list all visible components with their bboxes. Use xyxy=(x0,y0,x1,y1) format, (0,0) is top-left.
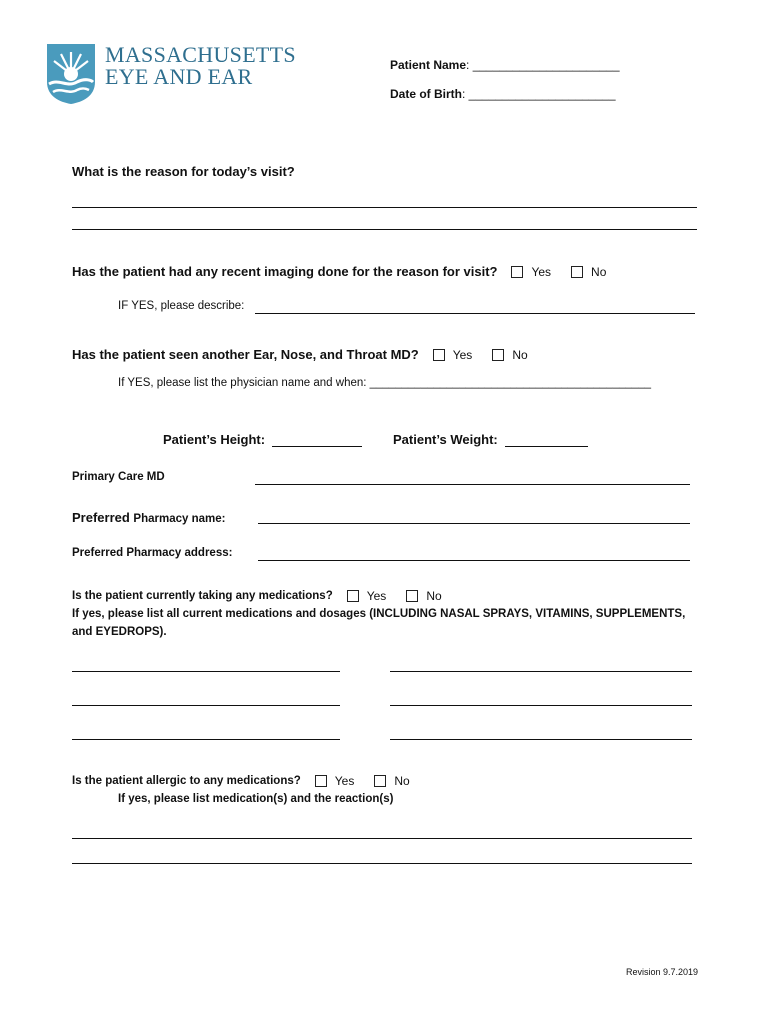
ent-no-label: No xyxy=(512,347,528,362)
patient-name-field[interactable] xyxy=(390,58,620,72)
height-line[interactable] xyxy=(272,446,362,447)
checkbox-icon xyxy=(374,775,386,787)
medication-line-3a[interactable] xyxy=(72,739,340,740)
logo-wordmark xyxy=(105,44,296,88)
pharmacy-name-label-a: Preferred xyxy=(72,510,134,525)
hospital-logo xyxy=(47,44,297,106)
allergy-line-2[interactable] xyxy=(72,863,692,864)
revision-label: Revision 9.7.2019 xyxy=(626,967,699,977)
medication-line-3b[interactable] xyxy=(390,739,692,740)
medications-yes-checkbox[interactable] xyxy=(347,589,387,603)
imaging-yes-checkbox[interactable] xyxy=(511,265,551,279)
logo-line-2: EYE AND EAR xyxy=(105,64,253,89)
patient-name-blank: : ______________________ xyxy=(466,58,620,72)
ent-yes-label: Yes xyxy=(452,347,473,362)
visit-reason-question: What is the reason for today’s visit? xyxy=(72,164,295,179)
primary-care-line[interactable] xyxy=(255,484,690,485)
date-of-birth-field[interactable] xyxy=(390,87,616,101)
allergies-no-checkbox[interactable] xyxy=(374,774,409,788)
medications-instruction-1: If yes, please list all current medications and dosages (INCLUDING NASAL SPRAYS, VITAMINS, SUPPLEMENTS, xyxy=(72,608,686,620)
allergies-question: Is the patient allergic to any medications? xyxy=(72,775,301,787)
checkbox-icon xyxy=(315,775,327,787)
pharmacy-name-label-b: Pharmacy name: xyxy=(133,513,226,525)
checkbox-icon xyxy=(347,590,359,602)
imaging-describe-line[interactable] xyxy=(255,313,695,314)
medication-line-2a[interactable] xyxy=(72,705,340,706)
weight-line[interactable] xyxy=(505,446,588,447)
pharmacy-name-label-row xyxy=(72,509,225,527)
allergies-yes-checkbox[interactable] xyxy=(315,774,355,788)
allergies-instruction: If yes, please list medication(s) and the reaction(s) xyxy=(118,793,394,805)
pharmacy-address-label: Preferred Pharmacy address: xyxy=(72,547,233,559)
imaging-no-label: No xyxy=(591,264,607,279)
checkbox-icon xyxy=(571,266,583,278)
allergy-line-1[interactable] xyxy=(72,838,692,839)
imaging-yes-label: Yes xyxy=(531,264,552,279)
allergies-yes-label: Yes xyxy=(334,774,355,788)
pharmacy-address-line[interactable] xyxy=(258,560,690,561)
imaging-question-row xyxy=(72,264,606,279)
medication-line-1b[interactable] xyxy=(390,671,692,672)
medications-question: Is the patient currently taking any medications? xyxy=(72,590,333,602)
ent-question-row xyxy=(72,347,528,362)
medication-line-2b[interactable] xyxy=(390,705,692,706)
ent-yes-checkbox[interactable] xyxy=(433,348,473,362)
ent-question: Has the patient seen another Ear, Nose, and Throat MD? xyxy=(72,347,419,362)
imaging-describe-label: IF YES, please describe: xyxy=(118,300,245,312)
medication-line-1a[interactable] xyxy=(72,671,340,672)
allergies-no-label: No xyxy=(394,774,410,788)
logo-line-1: MASSACHUSETTS xyxy=(105,42,296,67)
checkbox-icon xyxy=(406,590,418,602)
dob-blank: : ______________________ xyxy=(462,87,616,101)
pharmacy-name-line[interactable] xyxy=(258,523,690,524)
height-label: Patient’s Height: xyxy=(163,432,266,447)
weight-label: Patient’s Weight: xyxy=(393,432,498,447)
dob-label: Date of Birth xyxy=(390,87,462,101)
medications-no-label: No xyxy=(426,589,442,603)
medications-yes-label: Yes xyxy=(366,589,387,603)
checkbox-icon xyxy=(511,266,523,278)
sunrise-wave-logo-icon xyxy=(47,44,95,104)
patient-name-label: Patient Name xyxy=(390,58,467,72)
allergies-question-row xyxy=(72,774,410,788)
imaging-question: Has the patient had any recent imaging done for the reason for visit? xyxy=(72,264,498,279)
medications-no-checkbox[interactable] xyxy=(406,589,441,603)
ent-physician-line[interactable]: If YES, please list the physician name and when: ____________________________________________ xyxy=(118,377,652,389)
medications-question-row xyxy=(72,589,442,603)
visit-reason-line-1[interactable] xyxy=(72,207,697,208)
checkbox-icon xyxy=(433,349,445,361)
visit-reason-line-2[interactable] xyxy=(72,229,697,230)
medications-instruction-2: and EYEDROPS). xyxy=(72,626,167,638)
primary-care-label: Primary Care MD xyxy=(72,471,165,483)
ent-no-checkbox[interactable] xyxy=(492,348,527,362)
imaging-no-checkbox[interactable] xyxy=(571,265,606,279)
checkbox-icon xyxy=(492,349,504,361)
